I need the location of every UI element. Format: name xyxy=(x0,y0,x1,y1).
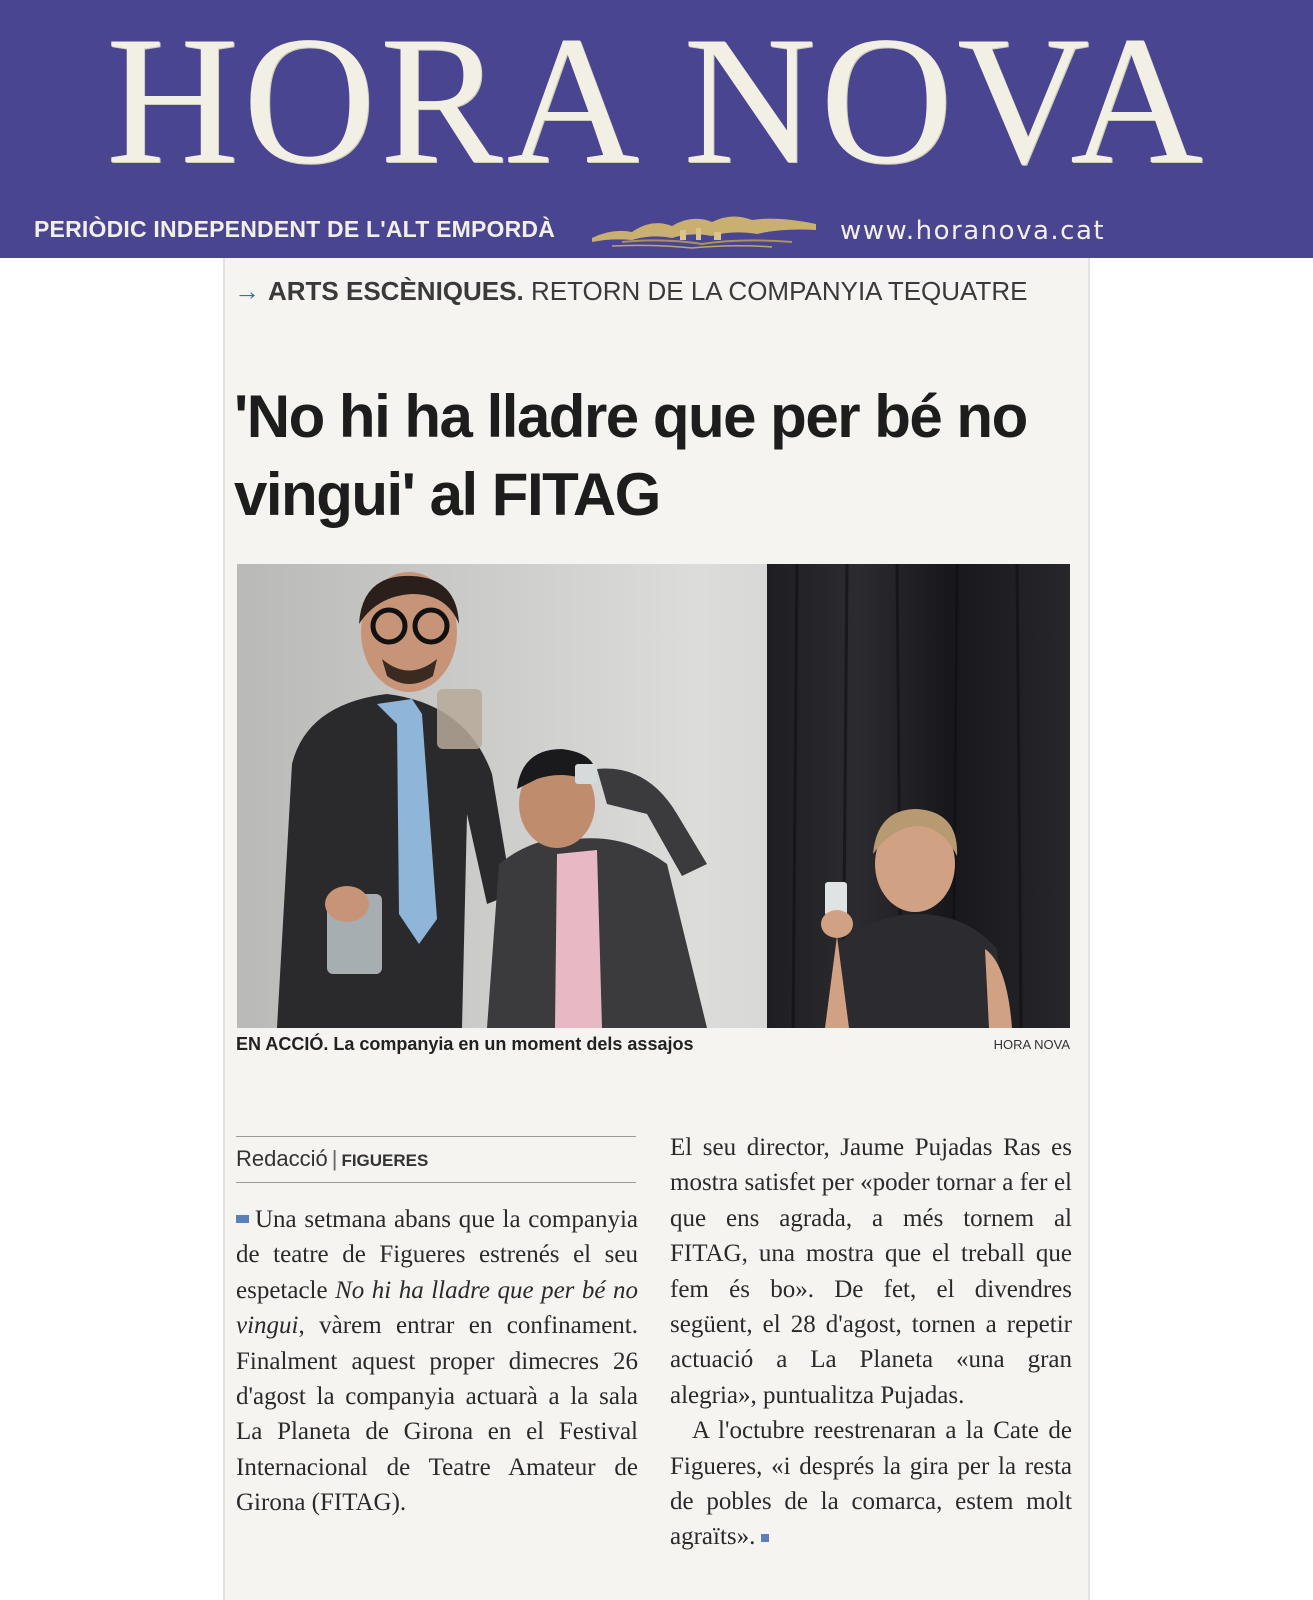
paragraph-1 xyxy=(236,1202,638,1521)
article-byline xyxy=(236,1146,428,1172)
kicker-section: ARTS ESCÈNIQUES. xyxy=(268,276,524,306)
landscape-emblem-icon xyxy=(592,208,816,252)
caption-label: EN ACCIÓ. xyxy=(236,1034,329,1054)
paragraph-3-text: A l'octubre reestrenaran a la Cate de Figueres, «i després la gira per la resta de pobles de la comarca, estem molt agraïts». xyxy=(670,1417,1072,1551)
article-photo xyxy=(237,564,1070,1028)
performers-photo-illustration xyxy=(237,564,1070,1028)
end-marker-icon xyxy=(761,1534,769,1542)
article-kicker xyxy=(234,276,1027,307)
paragraph-3 xyxy=(670,1413,1072,1555)
byline-separator: | xyxy=(331,1146,338,1171)
byline-top-rule xyxy=(236,1136,636,1137)
photo-caption xyxy=(236,1034,693,1055)
newspaper-tagline: PERIÒDIC INDEPENDENT DE L'ALT EMPORDÀ xyxy=(34,216,556,242)
kicker-topic: RETORN DE LA COMPANYIA TEQUATRE xyxy=(530,276,1028,306)
byline-author: Redacció xyxy=(236,1146,328,1171)
paragraph-1-before: Una setmana abans que la companyia de teatre de Figueres estrenés el seu espetacle xyxy=(236,1206,638,1304)
masthead xyxy=(0,0,1313,258)
photo-credit: HORA NOVA xyxy=(993,1037,1070,1052)
caption-text: La companyia en un moment dels assajos xyxy=(333,1034,694,1054)
newspaper-title: HORA NOVA xyxy=(105,0,1207,202)
article-headline: 'No hi ha lladre que per bé no vingui' al FITAG xyxy=(234,383,1027,529)
paragraph-2: El seu director, Jaume Pujadas Ras es mostra satisfet per «poder tornar a fer el que ens agrada, a més tornem al FITAG, una mostra que el treball que fem és bo». De fet, el divendres següent, el 28 d'agost, tornen a repetir actuació a La Planeta «una gran alegria», puntualitza Pujadas. xyxy=(670,1134,1072,1409)
paragraph-marker-icon xyxy=(236,1215,249,1223)
arrow-right-icon: → xyxy=(234,276,260,306)
newspaper-url[interactable]: www.horanova.cat xyxy=(840,216,1106,246)
paragraph-1-after: , vàrem entrar en confinament. Finalment aquest proper dimecres 26 d'agost la companyia actuarà a la sala La Planeta de Girona en el Festival Internacional de Teatre Amateur de Girona (FITAG). xyxy=(236,1312,638,1517)
byline-place: FIGUERES xyxy=(341,1151,429,1170)
article-column-left xyxy=(236,1202,638,1521)
article-column-right xyxy=(670,1130,1072,1555)
byline-bottom-rule xyxy=(236,1182,636,1183)
show-title: No hi ha lladre que per bé no vingui xyxy=(236,1276,638,1340)
